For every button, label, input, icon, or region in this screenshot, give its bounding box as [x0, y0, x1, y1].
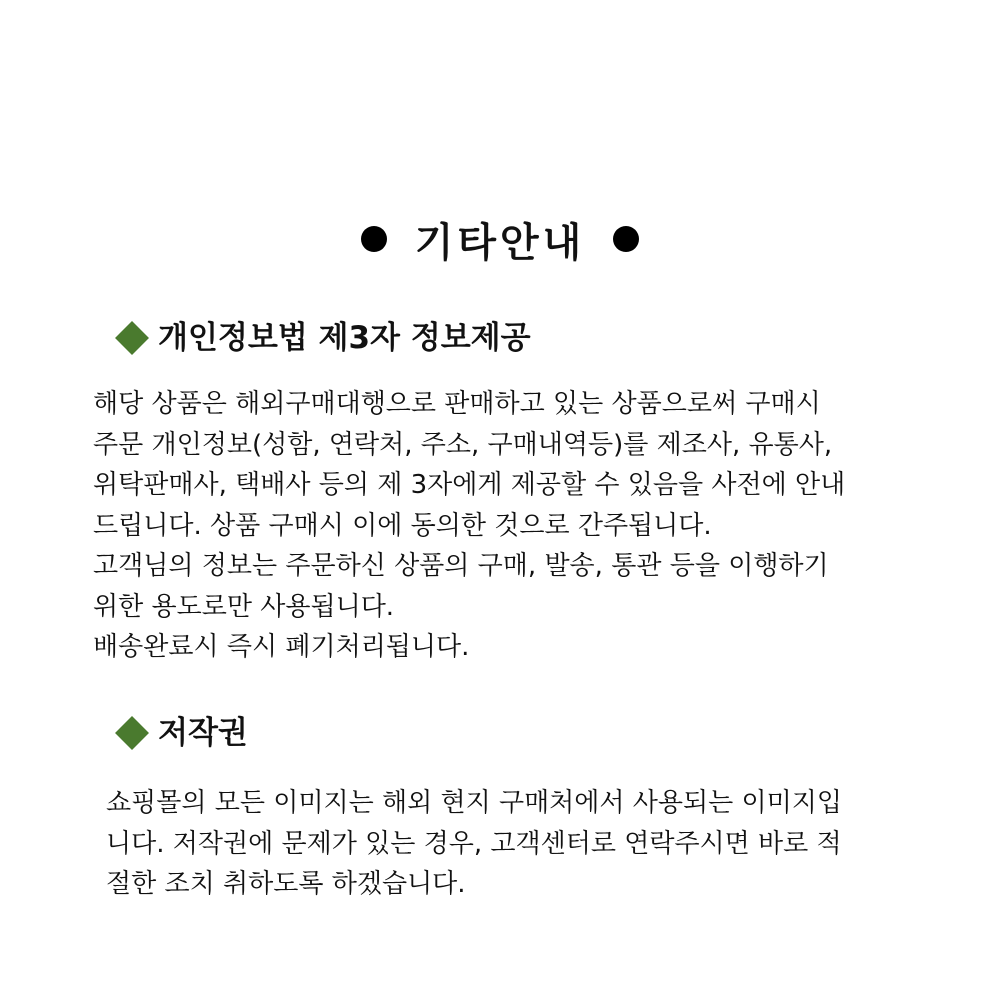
section-body-copyright: [106, 783, 842, 905]
bullet-dot-left-icon: [361, 226, 387, 252]
section-heading-copyright-text: 저작권: [158, 715, 248, 751]
body-line: 드립니다. 상품 구매시 이에 동의한 것으로 간주됩니다.: [93, 510, 712, 541]
section-heading-privacy-text: 개인정보법 제3자 정보제공: [158, 320, 531, 356]
bullet-dot-right-icon: [613, 226, 639, 252]
page-title-text: 기타안내: [414, 220, 586, 266]
body-line: 니다. 저작권에 문제가 있는 경우, 고객센터로 연락주시면 바로 적: [106, 828, 842, 859]
body-line: 해당 상품은 해외구매대행으로 판매하고 있는 상품으로써 구매시: [93, 389, 821, 419]
body-line: 위한 용도로만 사용됩니다.: [93, 591, 395, 622]
body-line: 배송완료시 즉시 폐기처리됩니다.: [93, 632, 470, 662]
body-line: 주문 개인정보(성함, 연락처, 주소, 구매내역등)를 제조사, 유통사,: [93, 429, 833, 460]
body-line: 절한 조치 취하도록 하겠습니다.: [106, 869, 466, 899]
page-title: [0, 213, 1000, 273]
diamond-icon: [115, 321, 149, 355]
diamond-icon: [115, 716, 149, 750]
body-line: 고객님의 정보는 주문하신 상품의 구매, 발송, 통관 등을 이행하기: [93, 551, 829, 581]
body-line: 쇼핑몰의 모든 이미지는 해외 현지 구매처에서 사용되는 이미지입: [106, 788, 842, 818]
section-heading-copyright: [120, 713, 248, 753]
section-body-privacy: [93, 384, 845, 668]
section-heading-privacy: [120, 318, 531, 358]
body-line: 위탁판매사, 택배사 등의 제 3자에게 제공할 수 있음을 사전에 안내: [93, 470, 846, 500]
